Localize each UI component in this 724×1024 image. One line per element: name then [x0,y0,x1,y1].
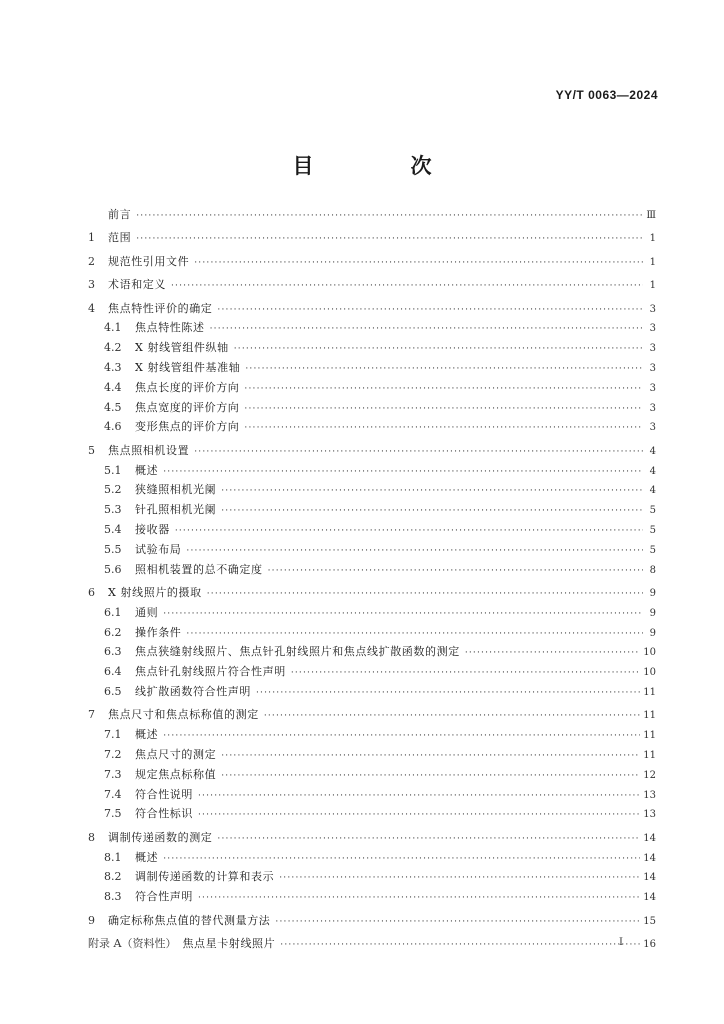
toc-entry-number: 5.2 [104,483,122,497]
dot-leader [198,786,640,806]
toc-entry-number: 6.2 [104,625,122,639]
dot-leader [245,359,643,379]
toc-entry-number: 4.2 [104,341,122,355]
page-title: 目 次 [292,154,470,178]
toc-entry[interactable] [88,441,656,461]
toc-entry-page: 3 [649,422,656,434]
toc-entry-page: 12 [643,769,656,781]
toc-entry[interactable] [104,867,656,887]
toc-entry-label: X 射线管组件基准轴 [135,361,241,374]
toc-entry-number: 4.5 [104,400,122,414]
dot-leader [268,561,643,581]
toc-entry-label: 狭缝照相机光阑 [135,483,217,497]
toc-entry-page: 14 [643,872,656,884]
toc-entry-page: 1 [649,256,656,268]
toc-entry-label: 接收器 [135,523,170,536]
toc-entry-number: 5.5 [104,542,122,556]
toc-entry-page: 8 [649,564,656,576]
page-number: I [619,937,623,948]
dot-leader [186,624,643,644]
dot-leader [163,849,640,869]
toc-entry-page: 9 [649,627,656,639]
toc-entry-page: 11 [643,750,656,761]
toc-entry-label: 概述 [135,728,159,742]
toc-entry[interactable] [104,745,656,765]
dot-leader [221,481,643,501]
toc-entry[interactable] [104,785,656,805]
toc-entry-page: 11 [643,710,656,722]
toc-entry[interactable] [88,705,656,725]
toc-entry-number: 5.6 [104,562,122,576]
dot-leader [217,300,643,320]
toc-entry[interactable] [104,623,656,643]
dot-leader [198,805,640,825]
toc-entry[interactable] [104,417,656,437]
toc-entry[interactable] [88,828,656,848]
toc-entry[interactable] [88,299,656,319]
toc-entry-number: 9 [88,913,95,927]
toc-entry[interactable] [104,887,656,907]
dot-leader [256,683,640,703]
dot-leader [198,888,640,908]
toc-entry[interactable] [88,205,656,225]
toc-entry[interactable] [88,934,656,954]
toc-entry-number: 5.3 [104,503,122,517]
toc-entry-page: 3 [649,303,656,315]
toc-entry-label: 焦点长度的评价方向 [135,380,240,394]
toc-entry-number: 7.1 [104,728,122,742]
toc-entry[interactable] [104,520,656,540]
toc-entry-number: 4.3 [104,361,122,374]
toc-entry-label: 焦点特性评价的确定 [108,301,213,315]
toc-entry-number: 7 [88,708,95,722]
toc-entry[interactable] [104,318,656,338]
dot-leader [275,912,640,932]
dot-leader [221,501,643,521]
dot-leader [244,418,643,438]
toc-entry-label: 符合性标识 [135,807,193,821]
toc-entry-number: 6.3 [104,645,122,659]
toc-entry-page: 3 [649,363,656,374]
toc-entry-label: 针孔照相机光阑 [135,503,217,517]
toc-entry[interactable] [88,275,656,295]
toc-entry-label: 调制传递函数的测定 [108,830,213,844]
dot-leader [136,206,643,226]
dot-leader [175,521,643,541]
toc-entry[interactable] [104,378,656,398]
toc-entry-number: 5 [88,443,95,457]
dot-leader [186,541,643,561]
toc-entry-label: 焦点星卡射线照片 [182,937,276,950]
toc-entry[interactable] [88,583,656,603]
toc-entry-page: 15 [643,915,656,927]
dot-leader [221,746,640,766]
toc-entry[interactable] [104,398,656,418]
toc-entry-label: 焦点针孔射线照片符合性声明 [135,665,286,679]
toc-entry-number: 5.1 [104,463,122,477]
toc-entry-number: 7.5 [104,807,122,821]
toc-entry[interactable] [104,662,656,682]
dot-leader [244,379,643,399]
toc-entry-number: 4.6 [104,420,122,434]
toc-entry[interactable] [88,228,656,248]
dot-leader [280,935,640,955]
dot-leader [194,253,643,273]
toc-entry-number: 7.3 [104,767,122,781]
toc-entry-number: 7.2 [104,748,122,761]
toc-entry[interactable] [88,911,656,931]
dot-leader [163,462,643,482]
dot-leader [234,339,643,359]
toc-entry-page: 5 [649,544,656,556]
toc-entry-number: 6.5 [104,685,122,698]
toc-entry-page: 3 [649,343,656,355]
toc-entry-page: 3 [649,402,656,414]
toc-entry-label: 操作条件 [135,625,182,639]
toc-entry-label: 通则 [135,605,159,619]
toc-entry-label: 焦点宽度的评价方向 [135,400,240,414]
toc-entry-label: 焦点狭缝射线照片、焦点针孔射线照片和焦点线扩散函数的测定 [135,645,460,659]
toc-entry-label: X 射线管组件纵轴 [135,341,229,355]
dot-leader [171,276,643,296]
toc-entry[interactable] [104,804,656,824]
toc-entry-page: 10 [643,667,656,679]
toc-entry-label: 线扩散函数符合性声明 [135,685,251,698]
toc-entry-number: 附录 A（资料性） [88,937,177,950]
toc-entry-number: 8.3 [104,890,122,904]
toc-entry[interactable] [104,848,656,868]
toc-entry-label: 调制传递函数的计算和表示 [135,870,275,884]
toc-entry-label: 变形焦点的评价方向 [135,420,240,434]
toc-entry-label: 概述 [135,463,159,477]
dot-leader [163,726,640,746]
toc-entry-page: 5 [649,525,656,536]
toc-entry-label: 符合性说明 [135,787,193,801]
toc-entry-label: 规范性引用文件 [108,254,190,268]
toc-entry-number: 8.2 [104,870,122,884]
toc-entry-page: 3 [649,382,656,394]
toc-entry-number: 2 [88,254,95,268]
toc-entry-label: 前言 [108,208,132,221]
toc-entry[interactable] [104,338,656,358]
toc-entry-label: 符合性声明 [135,890,193,904]
toc-entry-page: 14 [643,852,656,864]
toc-entry-label: 术语和定义 [108,278,166,292]
toc-entry-number: 5.4 [104,523,122,536]
toc-entry-label: 试验布局 [135,542,182,556]
toc-entry-page: 9 [649,607,656,619]
toc-entry-label: X 射线照片的摄取 [108,586,202,599]
toc-entry[interactable] [88,252,656,272]
toc-entry-page: Ⅲ [646,210,656,221]
dot-leader [465,643,640,663]
toc-entry[interactable] [104,461,656,481]
toc-entry[interactable] [104,682,656,702]
toc-entry-page: 11 [643,687,656,698]
toc-entry-page: 5 [649,505,656,517]
toc-entry-label: 焦点特性陈述 [135,321,205,335]
toc-entry-page: 16 [643,939,656,950]
toc-entry-page: 4 [649,485,656,497]
toc-entry-page: 13 [643,789,656,801]
toc-entry-number: 6.4 [104,665,122,679]
toc-entry[interactable] [104,480,656,500]
toc-entry-label: 规定焦点标称值 [135,767,217,781]
toc-entry-label: 范围 [108,231,132,245]
toc-entry[interactable] [104,765,656,785]
dot-leader [194,442,643,462]
toc-entry-number: 4.4 [104,380,122,394]
toc-entry-label: 焦点照相机设置 [108,443,190,457]
toc-entry-label: 焦点尺寸和焦点标称值的测定 [108,708,259,722]
toc-entry-number: 7.4 [104,787,122,801]
toc-entry[interactable] [104,560,656,580]
dot-leader [244,399,643,419]
dot-leader [291,663,640,683]
toc-entry-page: 4 [649,465,656,477]
toc-entry[interactable] [104,500,656,520]
toc-entry-number: 3 [88,278,95,292]
toc-entry[interactable] [104,725,656,745]
standard-code: YY/T 0063—2024 [555,88,658,102]
toc-entry-page: 1 [649,280,656,292]
toc-entry-page: 11 [643,730,656,742]
toc-entry[interactable] [104,603,656,623]
toc-entry[interactable] [104,642,656,662]
dot-leader [217,829,640,849]
toc-entry-number: 6 [88,586,95,599]
toc-entry[interactable] [104,358,656,378]
toc-entry-page: 9 [649,588,656,599]
toc-entry-number: 4 [88,301,95,315]
toc-entry[interactable] [104,540,656,560]
dot-leader [207,584,643,604]
dot-leader [279,868,640,888]
toc-entry-number: 8 [88,830,95,844]
toc-entry-page: 3 [649,323,656,335]
toc-entry-number: 4.1 [104,321,122,335]
dot-leader [136,229,643,249]
toc-entry-number: 1 [88,231,95,245]
toc-entry-page: 14 [643,892,656,904]
toc-entry-page: 13 [643,809,656,821]
toc-entry-page: 4 [649,445,656,457]
dot-leader [210,319,643,339]
toc-entry-number: 6.1 [104,605,122,619]
dot-leader [163,604,643,624]
dot-leader [264,706,640,726]
dot-leader [221,766,640,786]
toc-entry-label: 确定标称焦点值的替代测量方法 [108,913,271,927]
toc-entry-page: 1 [649,233,656,245]
toc-entry-page: 14 [643,832,656,844]
toc-entry-label: 概述 [135,850,159,864]
toc-entry-label: 照相机装置的总不确定度 [135,562,263,576]
toc-entry-page: 10 [643,647,656,659]
toc-entry-number: 8.1 [104,850,122,864]
toc-entry-label: 焦点尺寸的测定 [135,748,217,761]
